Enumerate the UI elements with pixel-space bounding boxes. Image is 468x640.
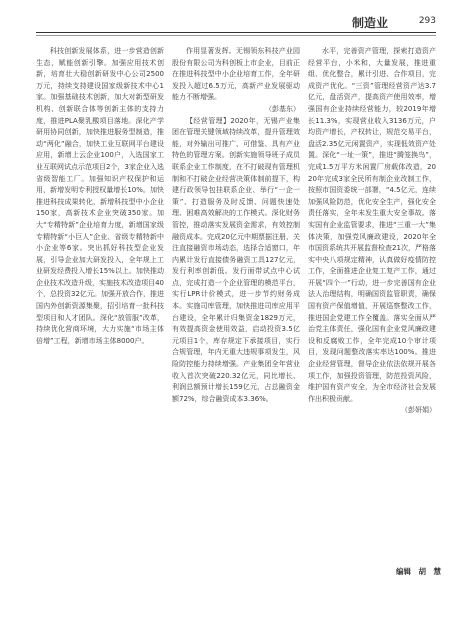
paragraph: 科技创新发展体系，进一步营造创新生态，赋能创新引擎。加强应用技术创新，培育壮大稳创新研发中心公司2500万元，持续支持建设国家级新技术中心1家。加强基础技术创新，加大对新型研发机构、创新联合体等创新主体的支持力度，推进PLA聚乳酸项目落地。深化产学研用协同创新，加快推进服务型制造，推动“两化”融合，加快工业互联网平台建设应用，新增上云企业100户，入选国家工业互联网试点示范项目2个，3家企业入选省级智能工厂。加强知识产权保护和运用，新增发明专利授权量增长10%。加快推进科技成果转化，新增科技型中小企业150家，高新技术企业突破350家。加大“专精特新”企业培育力度，新增国家级专精特新“小巨人”企业、省级专精特新中小企业等6家。突出抓好科技型企业发展，引导企业加大研发投入，全年规上工业研发经费投入增长15%以上。加快推动企业技术改造升级，实施技术改造项目40个，总投资32亿元。加强开放合作，推进国内外创新资源集聚，招引培育一批科技型项目和人才团队。深化“放管服”改革，持续优化营商环境，大力实施“市场主体倍增”工程，新增市场主体8000户。 (36, 47, 164, 345)
paragraph: 水平，完善资产管理，探索打造资产经营平台，小米和，大量发展，推进重组、优化整合，累计引进、合作项目，完成资产优化。“三资”管理经营资产达3.7亿元，盘活资产，提高资产使用效率，增强国有企业持续经营能力，较2019年增长11.3%，实现营业收入3136万元，户均资产增长，产权转让，规范交易平台，盘活2.35亿元闲置资产，实现低效资产处置。深化“一址一策”，推进“腾笼换鸟”，完成1.5万平方米闲置厂房载体改造，2020年完成3家全民所有制企业改制工作，按照市国资委统一部署，“4.5亿元，连续加强风险防范，优化安全生产，强化安全责任落实，全年未发生重大安全事故。落实国有企业监管要求，推进“三重一大”集体决策，加强党风廉政建设，2020年全市国资系统共开展监督检查21次，严格落实中央八项规定精神，认真做好疫情防控工作，全面推进企业复工复产工作，通过开展“四个一”行动，进一步完善国有企业法人治理结构，明确国资监管职责，确保国有资产保值增值，开展巡察整改工作，推进国企党建工作全覆盖。落实全面从严治党主体责任，强化国有企业党风廉政建设和反腐败工作，全年完成10个审计项目，发现问题整改落实率达100%。推进企业经营管理，督导企业依法依规开展各项工作，加强投资管理，防范投资风险，维护国有资产安全，为全市经济社会发展作出积极贡献。 (308, 47, 436, 403)
author-credit: （彭妍娟） (401, 406, 436, 415)
article-body (36, 46, 436, 606)
header-rule (36, 32, 436, 33)
paragraph: 作用显著发挥。无锡领东科技产业园股份有限公司为科创板上市企业，目前正在推进科技型中小企业培育工作，全年研发投入超过6.5万元，高新产业发展驱动能力不断增强。 (172, 47, 300, 102)
author-credit: （彭基东） (265, 104, 300, 113)
editor-credit: 编辑 胡 慧 (396, 567, 441, 576)
column-1 (36, 46, 164, 606)
section-title: 制造业 (351, 16, 388, 30)
paragraph: 【经营管理】2020年，无锡产业集团在管理关键领域持续改革，提升管理效能，对外输出可推广、可借鉴、具有产业特色的管理方案。创新实施领导班子成员联系企业工作制度，在不打破现有管理机制和不打破企业经营决策体制前提下，构建行政领导包挂联系企业、举行“一企一策”、打造服务及时反馈、问题快速处理、困难高效解决的工作模式。深化财务管控，推动落实发展资金需求，有效控制融资成本。完成20亿元中期票据注册、关注直接融资市场动态，选择合适窗口，年内累计发行直接债务融资工具127亿元，发行利率创新低。发行面带试点中心试点，完成打造一个企业管理的模范平台，实行LPR计价模式，进一步节约财务成本。实施司库管理，加快推进司库应用平台建设，全年累计归集资金1829万元，有效提高资金使用效益，启动投资3.5亿元项目1个，库存规定下承接项目，实行合规管理，年内无重大违规事项发生，风险防控能力持续增强。产业集团全年营业收入首次突破220.32亿元，同比增长、利润总额预计增长159亿元，占总融资金额72%，综合融资成本3.36%。 (172, 116, 300, 403)
column-2 (172, 46, 300, 606)
page-number: 293 (418, 16, 436, 26)
page-header (36, 14, 436, 36)
header-rule-thin (36, 35, 436, 36)
column-3 (308, 46, 436, 606)
